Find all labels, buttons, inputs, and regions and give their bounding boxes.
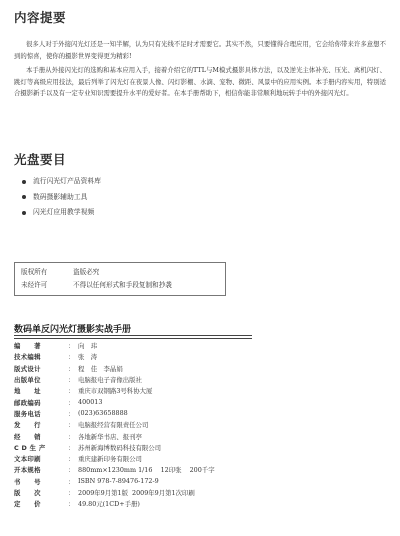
info-row: 编 著 ： 向 玮 [14,342,98,351]
info-label: 版 次 [14,489,41,497]
copyright-box [14,262,226,296]
list-item-label: 流行闪光灯产品资料库 [33,177,101,185]
info-label: 文本印刷 [14,455,41,464]
info-label: 书 号 [14,477,41,486]
info-value: 各地新华书店、报刊亭 [78,432,142,441]
summary-paragraph-2: 本手册从外接闪光灯的选购和基本应用入手，接着介绍它的TTL与M模式摄影具体方法，以及逆光主体补光、压光、离机闪灯、跳灯等高级应用技法，最后列举了闪光灯在夜景人像、闪灯影棚、水滴、宠物、微距、风景中的应用实例。本手册内容实用，特别适合摄影新手以及有一定专业知识需要提升水平的爱好者。在本手册帮助下，相信你能非常顺利地玩转手中的外接闪光灯。 [14,66,386,97]
info-value: (023)63658888 [78,409,128,418]
info-value: 重庆市双钢路3号科协大厦 [78,387,153,396]
info-row: 邮政编码 ： 400013 [14,398,103,407]
info-row: 地 址 ： 重庆市双钢路3号科协大厦 [14,387,153,396]
info-row: 技术编辑 ： 张 涛 [14,353,98,362]
info-row: 开本规格 ： 880mm×1230mm 1/16 12印张 200千字 [14,466,215,475]
cd-heading: 光盘要目 [14,152,67,167]
bullet-icon [22,195,26,199]
info-row: 经 销 ： 各地新华书店、报刊亭 [14,432,142,441]
info-value: 400013 [78,398,103,407]
info-value: 电脑报经营有限责任公司 [78,421,149,430]
info-value: 2009年9月第1版 2009年9月第1次印刷 [78,489,195,497]
list-item-label: 闪光灯应用教学视频 [33,208,95,216]
info-label: C D 生 产 [14,443,46,452]
info-label: 编 著 [14,342,41,351]
info-value: 880mm×1230mm 1/16 12印张 200千字 [78,466,215,475]
info-label: 技术编辑 [14,353,41,362]
info-label: 版式设计 [14,364,41,373]
info-label: 服务电话 [14,409,41,418]
info-label: 出版单位 [14,376,41,385]
info-label: 发 行 [14,421,41,430]
copyright-row [21,279,219,292]
info-value: 向 玮 [78,342,98,351]
publication-info [14,340,215,509]
info-label: 开本规格 [14,466,41,475]
title-rule [14,335,252,336]
info-value: ISBN 978-7-89476-172-9 [78,477,159,486]
info-row: 定 价 ： 49.80元(1CD+手册) [14,500,140,509]
list-item [22,205,101,221]
info-label: 定 价 [14,500,41,509]
info-row: 版 次 ： 2009年9月第1版 2009年9月第1次印刷 [14,489,195,497]
list-item-label: 数码摄影辅助工具 [33,192,88,201]
info-label: 邮政编码 [14,398,41,407]
info-value: 程 佳 李晶娟 [78,364,123,373]
info-value: 49.80元(1CD+手册) [78,500,140,509]
info-row: 服务电话 ： (023)63658888 [14,409,128,418]
info-row: 发 行 ： 电脑报经营有限责任公司 [14,421,149,430]
summary-paragraph-1: 很多人对于外接闪光灯还是一知半解，认为只有光线不足时才需要它。其实不然，只要懂得合理应用，它会给你带来许多意想不到的惊喜，使你的摄影世界变得更为精彩! [14,40,386,60]
bullet-icon [22,211,26,215]
info-row: C D 生 产 ： 苏州新海博数码科技有限公司 [14,443,162,452]
info-row: 出版单位 ： 电脑报电子音像出版社 [14,376,142,385]
info-row: 书 号 ： ISBN 978-7-89476-172-9 [14,477,159,486]
copyright-row [21,266,219,279]
info-value: 张 涛 [78,353,98,362]
bullet-icon [22,180,26,184]
title-rule-thin [14,338,252,339]
info-row: 版式设计 ： 程 佳 李晶娟 [14,364,123,373]
summary-heading: 内容提要 [14,10,67,25]
copyright-label: 版权所有 [21,268,48,276]
list-item [22,174,101,190]
info-row: 文本印刷 ： 重庆建新印务有限公司 [14,455,142,464]
info-value: 苏州新海博数码科技有限公司 [78,443,162,452]
list-item [22,190,101,206]
info-label: 地 址 [14,387,41,396]
book-title: 数码单反闪光灯摄影实战手册 [14,325,132,335]
copyright-value: 不得以任何形式和手段复制和抄袭 [73,281,172,289]
info-value: 重庆建新印务有限公司 [78,455,142,464]
cd-contents-list [22,174,101,221]
copyright-label: 未经许可 [21,281,48,289]
copyright-value: 盗版必究 [73,268,100,276]
info-value: 电脑报电子音像出版社 [78,376,142,385]
info-label: 经 销 [14,432,41,441]
